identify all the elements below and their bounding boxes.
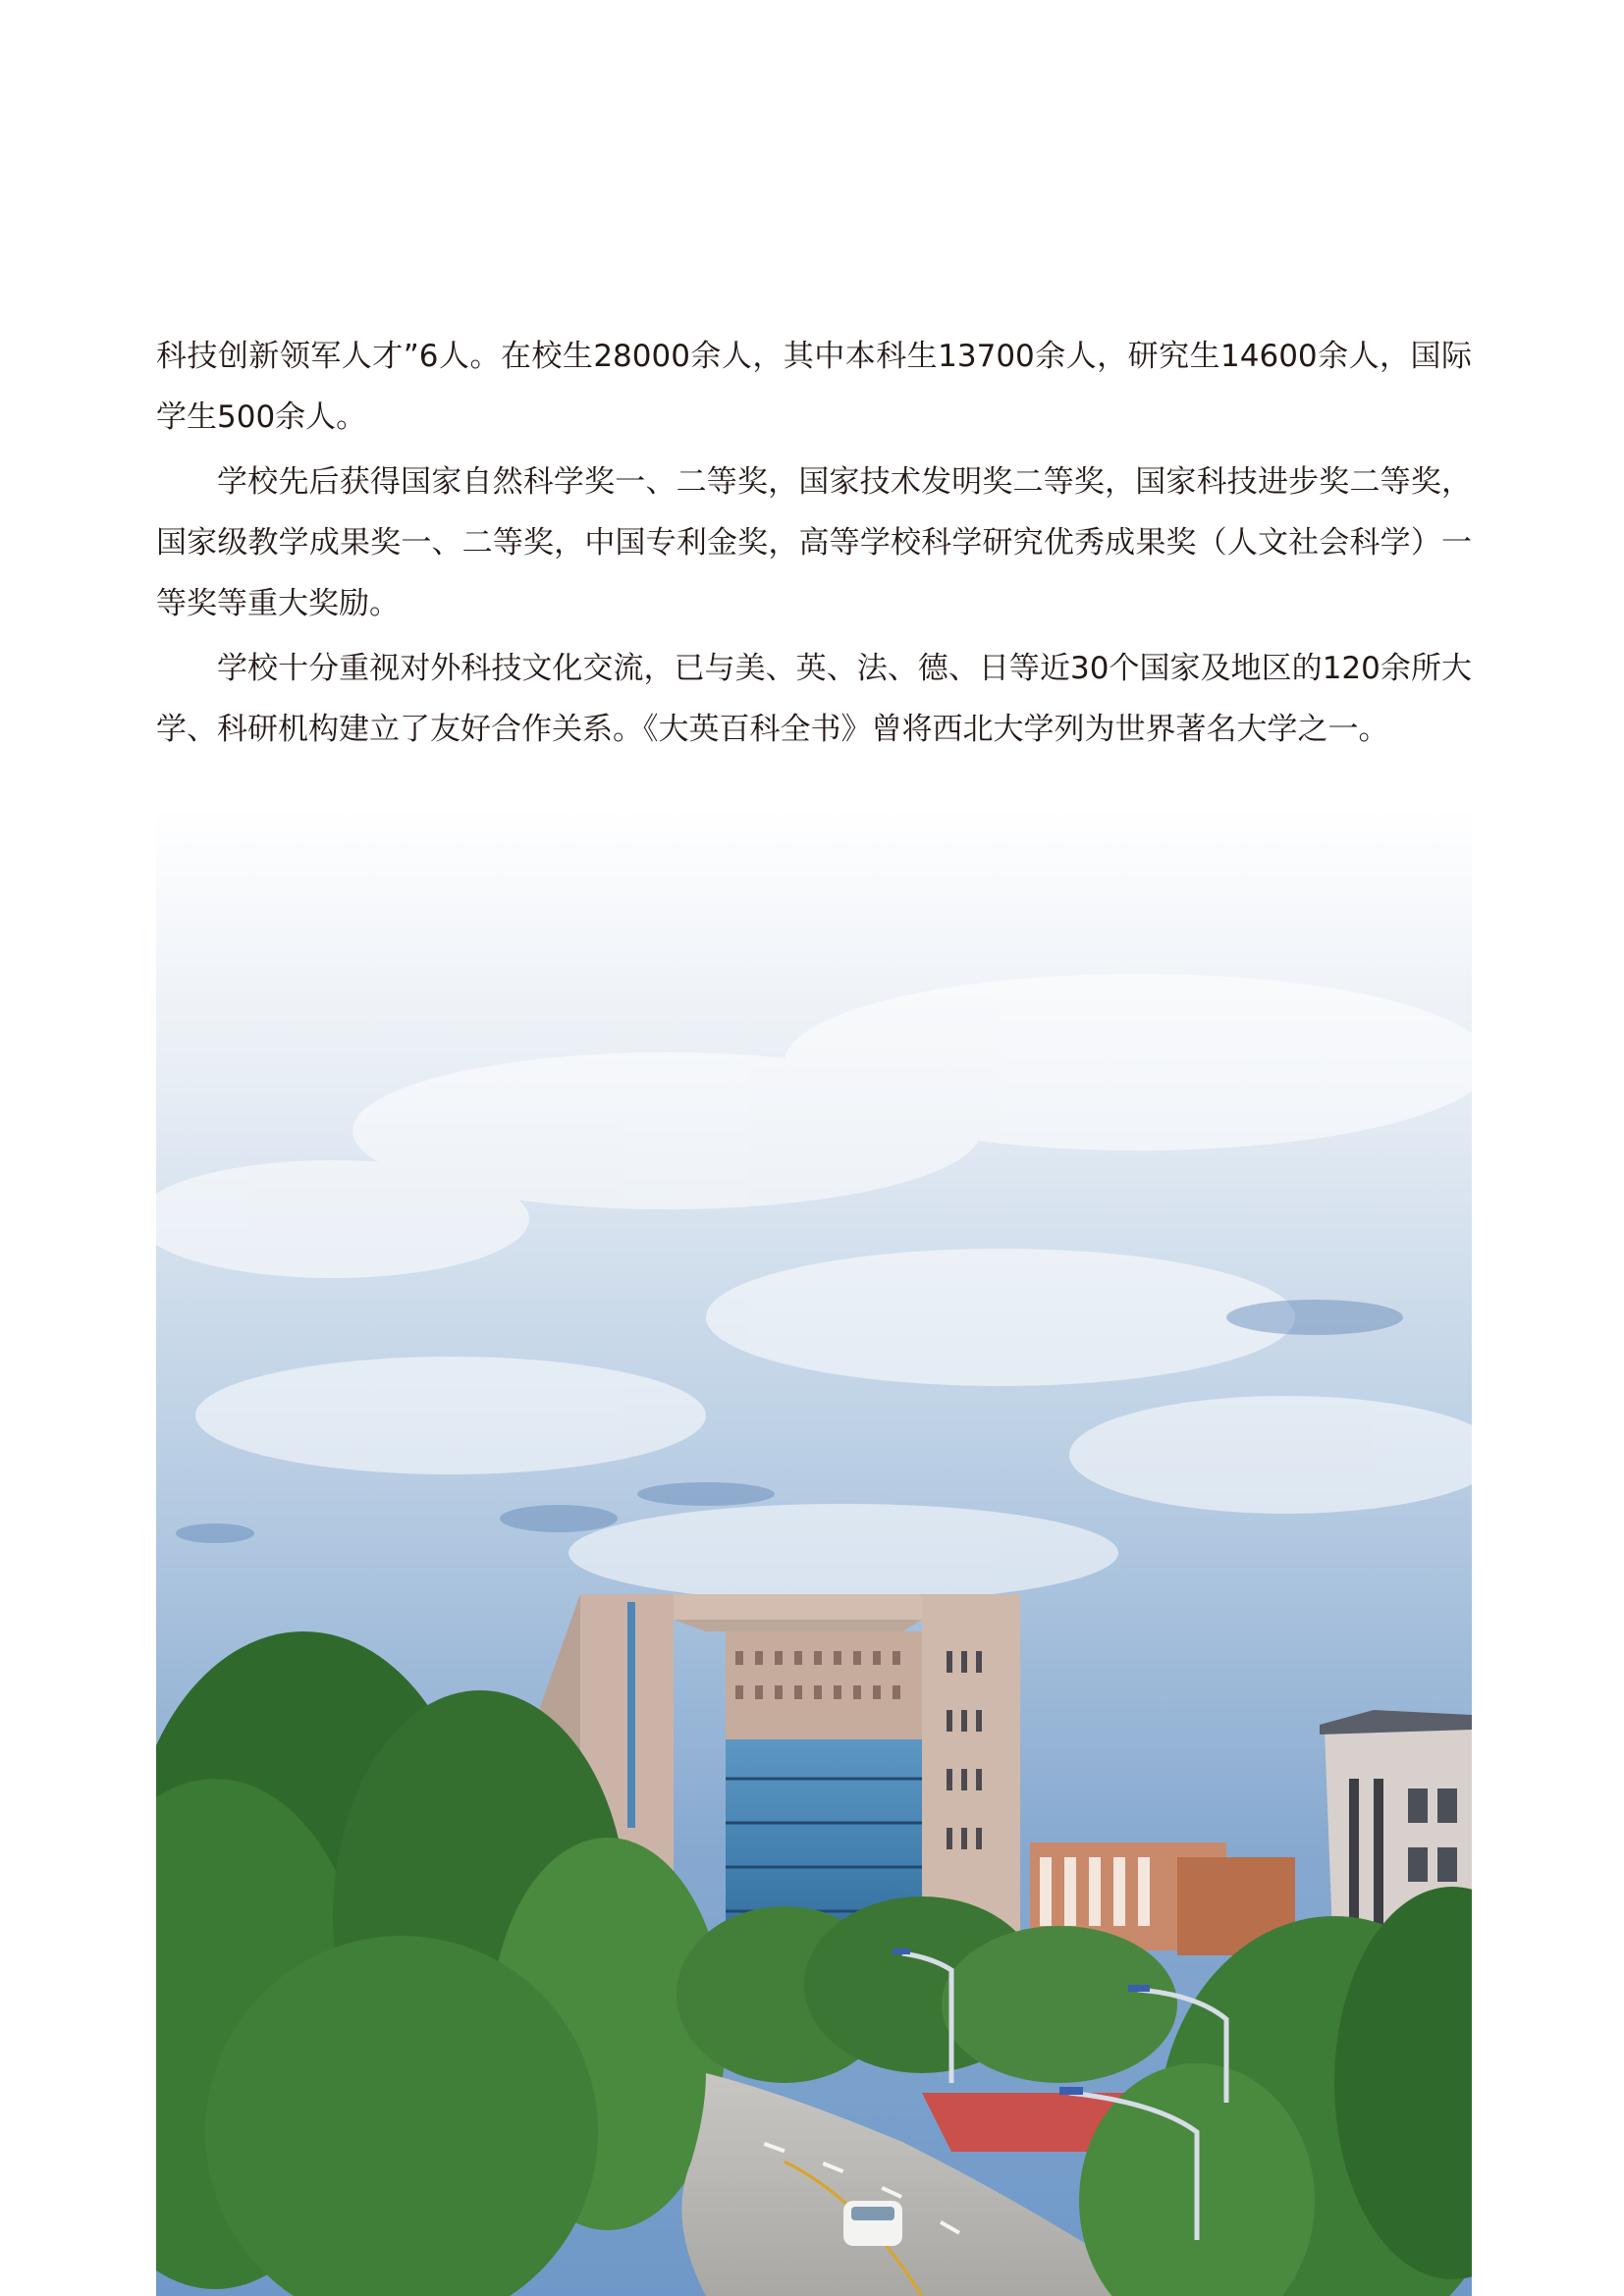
campus-photo (156, 807, 1472, 2296)
car (843, 2201, 902, 2246)
paragraph-3: 学校十分重视对外科技文化交流，已与美、英、法、德、日等近30个国家及地区的120余所大学、科研机构建立了友好合作关系。《大英百科全书》曾将西北大学列为世界著名大学之一。 (156, 651, 1472, 747)
body-text (156, 326, 1472, 760)
paragraph-2: 学校先后获得国家自然科学奖一、二等奖，国家技术发明奖二等奖，国家科技进步奖二等奖，国家级教学成果奖一、二等奖，中国专利金奖，高等学校科学研究优秀成果奖（人文社会科学）一等奖等重大奖励。 (156, 464, 1472, 621)
paragraph-1: 科技创新领军人才”6人。在校生28000余人，其中本科生13700余人，研究生14600余人，国际学生500余人。 (156, 339, 1472, 435)
campus-photo-illustration (156, 807, 1472, 2296)
